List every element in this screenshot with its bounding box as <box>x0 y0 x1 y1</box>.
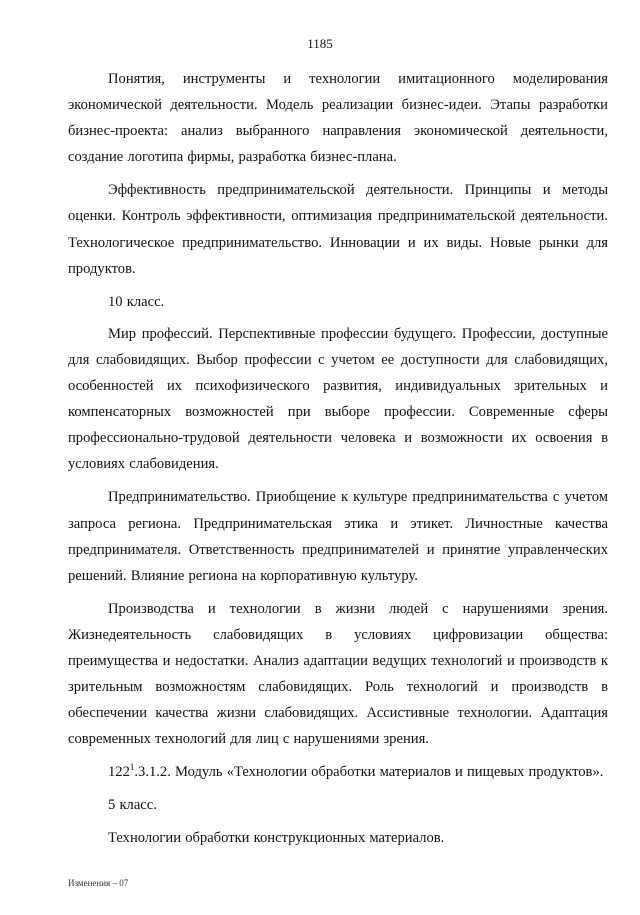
grade-10-heading: 10 класс. <box>108 293 165 310</box>
document-body <box>68 66 608 858</box>
paragraph-simulation-modeling: Понятия, инструменты и технологии имитационного моделирования экономической деятельности. Модель реализации бизнес-идеи. Этапы разработки бизнес-проекта: анализ выбранного направления экономической деятельности, создание логотипа фирмы, разработка бизнес-плана. <box>68 71 608 166</box>
paragraph-production-technologies: Производства и технологии в жизни людей с нарушениями зрения. Жизнедеятельность слабовидящих в условиях цифровизации общества: преимущества и недостатки. Анализ адаптации ведущих технологий и производств к зрительным возможностям слабовидящих. Роль технологий и производств в обеспечении качества жизни слабовидящих. Ассистивные технологии. Адаптация современных технологий для лиц с нарушениями зрения. <box>68 600 608 748</box>
grade-5-heading: 5 класс. <box>108 797 157 814</box>
section-title: Модуль «Технологии обработки материалов и пищевых продуктов». <box>170 764 604 781</box>
paragraph-world-of-professions: Мир профессий. Перспективные профессии будущего. Профессии, доступные для слабовидящих. Выбор профессии с учетом ее доступности для слабовидящих, особенностей их психофизического развития, индивидуальных зрительных и компенсаторных возможностей при выборе профессии. Современные сферы профессионально-трудовой деятельности человека и возможности их освоения в условиях слабовидения. <box>68 325 608 473</box>
paragraph-entrepreneurship: Предпринимательство. Приобщение к культуре предпринимательства с учетом запроса региона. Предпринимательская этика и этикет. Личностные качества предпринимателя. Ответственность предпринимателей и принятие управленческих решений. Влияние региона на корпоративную культуру. <box>68 489 608 584</box>
section-number-superscript: 1 <box>129 762 135 773</box>
section-number-rest: .3.1.2. <box>134 764 171 781</box>
page-number: 1185 <box>307 36 333 51</box>
footer-revision-note: Изменения – 07 <box>68 878 129 888</box>
section-heading <box>68 759 608 785</box>
paragraph-entrepreneurship-efficiency: Эффективность предпринимательской деятельности. Принципы и методы оценки. Контроль эффективности, оптимизация предпринимательской деятельности. Технологическое предпринимательство. Инновации и их виды. Новые рынки для продуктов. <box>68 182 608 277</box>
section-number-main: 122 <box>108 764 130 781</box>
paragraph-construction-materials: Технологии обработки конструкционных материалов. <box>108 829 445 846</box>
